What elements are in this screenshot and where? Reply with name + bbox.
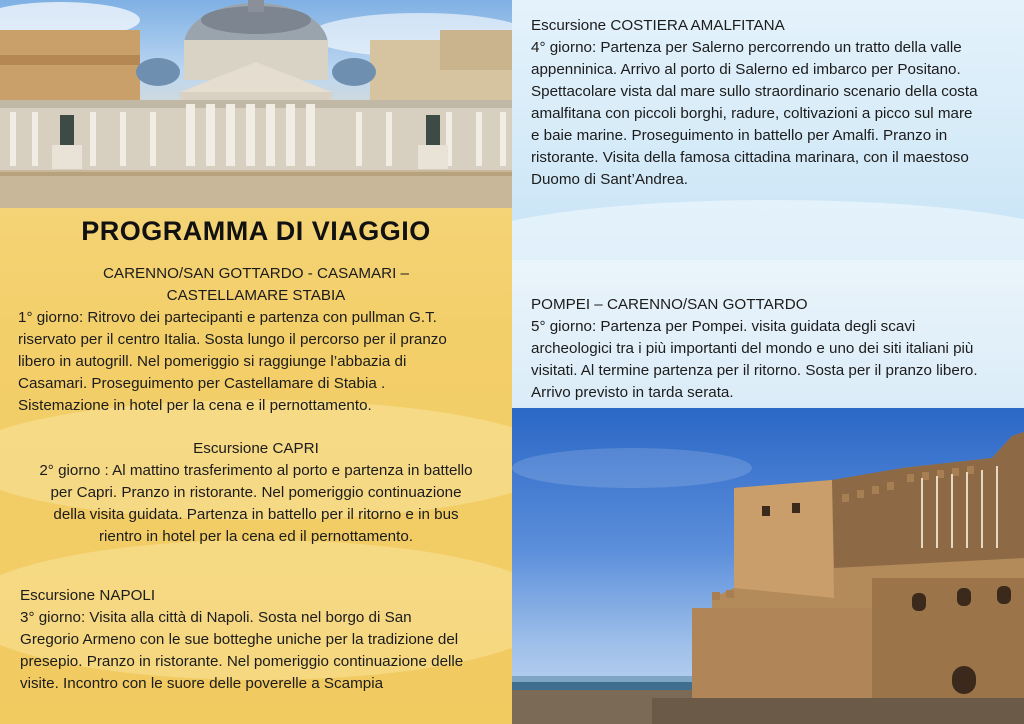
right-panel (512, 0, 1024, 724)
day3-heading: Escursione NAPOLI (20, 587, 156, 604)
page-title: PROGRAMMA DI VIAGGIO (81, 216, 431, 246)
day1-line: libero in autogrill. Nel pomeriggio si raggiunge l’abbazia di (18, 353, 407, 370)
day4-line: Spettacolare vista dal mare sullo straordinario scenario della costa (531, 83, 978, 100)
day3-line: visite. Incontro con le suore delle poverelle a Scampia (20, 675, 384, 692)
day1-heading-line2: CASTELLAMARE STABIA (166, 287, 346, 304)
day5-line: visitati. Al termine partenza per il ritorno. Sosta per il pranzo libero. (531, 362, 978, 379)
day1-heading-line1: CARENNO/SAN GOTTARDO - CASAMARI – (102, 265, 410, 282)
day2-line: rientro in hotel per la cena ed il pernottamento. (98, 528, 414, 545)
day2-line: per Capri. Pranzo in ristorante. Nel pomeriggio continuazione (50, 484, 462, 501)
day5-heading: POMPEI – CARENNO/SAN GOTTARDO (531, 296, 808, 313)
day1-line: Sistemazione in hotel per la cena e il pernottamento. (18, 397, 372, 414)
day1-line: 1° giorno: Ritrovo dei partecipanti e partenza con pullman G.T. (18, 309, 437, 326)
day2-heading: Escursione CAPRI (193, 440, 319, 457)
day4-heading: Escursione COSTIERA AMALFITANA (531, 17, 785, 34)
day3-line: Gregorio Armeno con le sue botteghe uniche per la tradizione del (20, 631, 459, 648)
day4-line: amalfitana con piccoli borghi, radure, coltivazioni a picco sul mare (531, 105, 973, 122)
day1-line: riservato per il centro Italia. Sosta lungo il percorso per il pranzo (18, 331, 447, 348)
castel-dell-ovo-photo (512, 408, 1024, 724)
day1-description (18, 307, 508, 417)
day4-line: ristorante. Visita della famosa cittadina marinara, con il maestoso (531, 149, 969, 166)
day2-description (0, 460, 512, 548)
day5-description (531, 316, 1021, 404)
day2-line: della visita guidata. Partenza in battello per il ritorno e in bus (53, 506, 459, 523)
day5-line: archeologici tra i più importanti del mondo e uno dei siti italiani più (531, 340, 974, 357)
day4-line: e baie marine. Proseguimento in battello per Amalfi. Pranzo in (531, 127, 948, 144)
day4-line: Duomo di Sant’Andrea. (531, 171, 689, 188)
day2-line: 2° giorno : Al mattino trasferimento al porto e partenza in battello (39, 462, 473, 479)
piazza-plebiscito-photo (0, 0, 512, 208)
day3-description (20, 607, 510, 695)
day1-heading (0, 263, 512, 307)
day1-line: Casamari. Proseguimento per Castellamare di Stabia . (18, 375, 386, 392)
day4-description (531, 37, 1021, 191)
day4-line: appenninica. Arrivo al porto di Salerno ed imbarco per Positano. (531, 61, 961, 78)
day4-line: 4° giorno: Partenza per Salerno percorrendo un tratto della valle (531, 39, 962, 56)
day3-line: presepio. Pranzo in ristorante. Nel pomeriggio continuazione delle (20, 653, 464, 670)
day3-line: 3° giorno: Visita alla città di Napoli. Sosta nel borgo di San (20, 609, 412, 626)
day5-line: Arrivo previsto in tarda serata. (531, 384, 734, 401)
day5-line: 5° giorno: Partenza per Pompei. visita guidata degli scavi (531, 318, 916, 335)
